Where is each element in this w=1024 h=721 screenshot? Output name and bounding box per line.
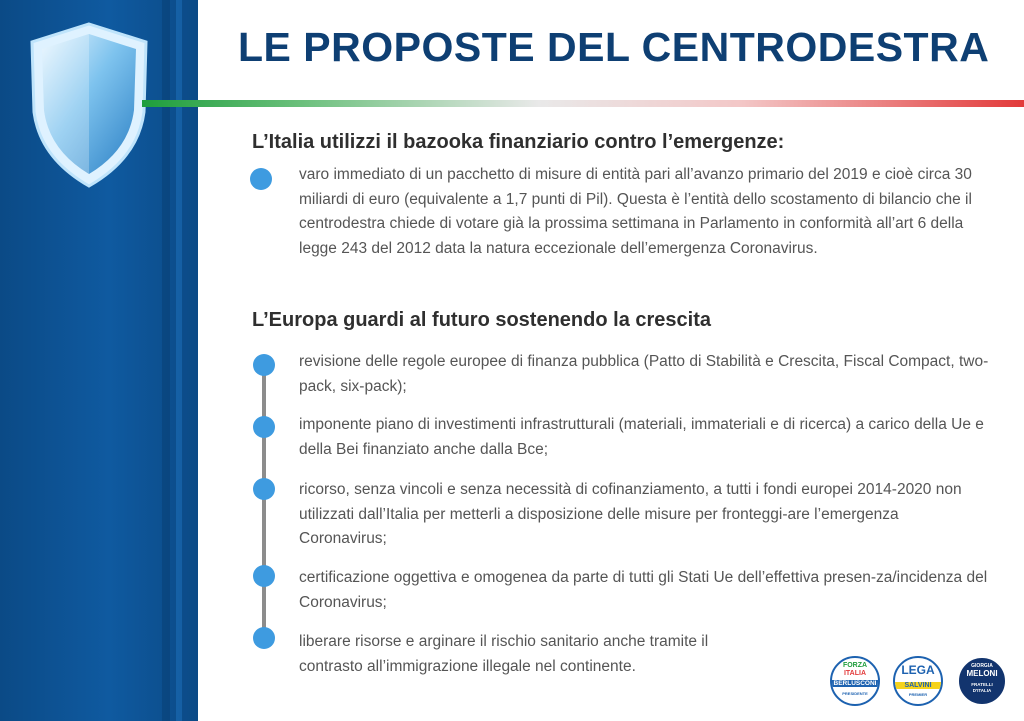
- sidebar-stripe-light: [176, 0, 182, 721]
- list-item: certificazione oggettiva e omogenea da parte di tutti gli Stati Ue dell’effettiva presen-za/incidenza del Coronavirus;: [299, 569, 988, 611]
- tricolor-divider: [142, 100, 1024, 107]
- section-heading-italia: L’Italia utilizzi il bazooka finanziario contro l’emergenze:: [252, 131, 785, 153]
- shield-icon: [26, 20, 152, 190]
- bullet-dot: [253, 478, 275, 500]
- bullet-dot: [253, 354, 275, 376]
- bullet-dot: [253, 565, 275, 587]
- list-item: revisione delle regole europee di finanza pubblica (Patto di Stabilità e Crescita, Fiscal Compact, two-pack, six-pack);: [299, 353, 989, 395]
- forza-italia-logo: FORZA ITALIA BERLUSCONI PRESIDENTE: [830, 656, 880, 706]
- timeline-line: [262, 368, 266, 637]
- list-item: varo immediato di un pacchetto di misure di entità pari all’avanzo primario del 2019 e cioè circa 30 miliardi di euro (equivalente a 1,7 punti di Pil). Questa è l’entità dello scostamento di bilancio che il centrodestra chiede di votare già la prossima settimana in Parlamento in conformità all’art 6 della legge 243 del 2012 data la natura eccezionale dell’emergenza Coronavirus.: [299, 166, 972, 257]
- bullet-dot: [250, 168, 272, 190]
- section-heading-europa: L’Europa guardi al futuro sostenendo la crescita: [252, 309, 711, 331]
- list-item: imponente piano di investimenti infrastrutturali (materiali, immateriali e di ricerca) a carico della Ue e della Bei finanziato anche dalla Bce;: [299, 416, 984, 458]
- list-item: liberare risorse e arginare il rischio sanitario anche tramite il contrasto all’immigrazione illegale nel continente.: [299, 633, 709, 675]
- lega-logo: LEGA SALVINI PREMIER: [893, 656, 943, 706]
- list-item: ricorso, senza vincoli e senza necessità di cofinanziamento, a tutti i fondi europei 2014-2020 non utilizzati dall’Italia per metterli a disposizione delle misure per fronteggi-are l’emergenza Coronavirus;: [299, 481, 962, 547]
- bullet-dot: [253, 627, 275, 649]
- fratelli-italia-logo: GIORGIA MELONI FRATELLI D'ITALIA: [957, 656, 1007, 706]
- sidebar-stripe: [162, 0, 170, 721]
- page-title: LE PROPOSTE DEL CENTRODESTRA: [238, 24, 990, 70]
- bullet-dot: [253, 416, 275, 438]
